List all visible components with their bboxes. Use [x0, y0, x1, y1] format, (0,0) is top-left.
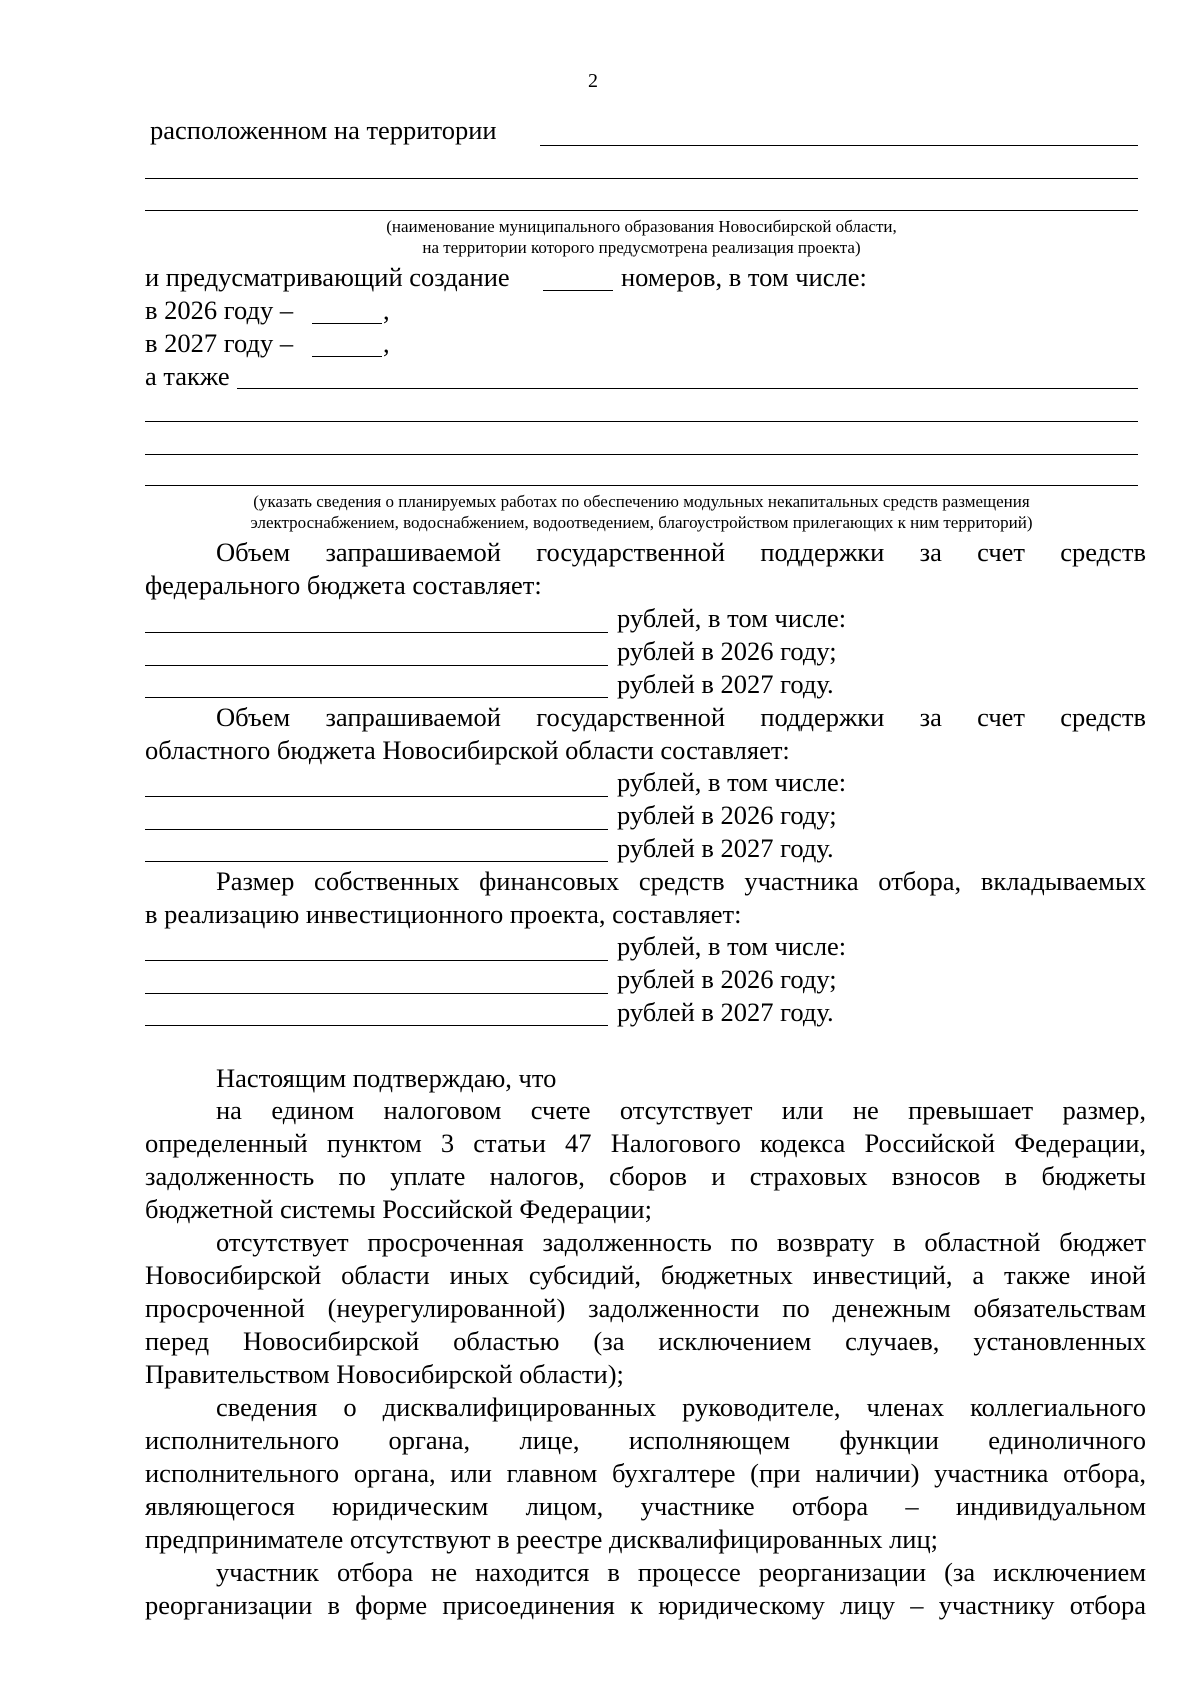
- confirm-p2-line: отсутствует просроченная задолженность по возврату в областной бюджет: [216, 1227, 1146, 1257]
- territory-blank-line-2: [145, 178, 1138, 179]
- confirm-p2-line: перед Новосибирской областью (за исключением случаев, установленных: [145, 1326, 1146, 1356]
- provides-creation-label: и предусматривающий создание: [145, 262, 510, 292]
- federal-rub-including: рублей, в том числе:: [617, 603, 847, 633]
- municipality-caption-1: (наименование муниципального образования Новосибирской области,: [386, 217, 897, 236]
- confirm-p1-line: бюджетной системы Российской Федерации;: [145, 1194, 652, 1224]
- confirm-p1-line: на едином налоговом счете отсутствует или не превышает размер,: [216, 1095, 1146, 1125]
- territory-blank-line-3: [145, 210, 1138, 211]
- confirm-p3-line: являющегося юридическим лицом, участнике отбора – индивидуальном: [145, 1491, 1146, 1521]
- confirm-p4-line: реорганизации в форме присоединения к юридическому лицу – участнику отбора: [145, 1590, 1146, 1620]
- municipality-caption-2: на территории которого предусмотрена реализация проекта): [422, 238, 861, 257]
- rooms-count-blank: [543, 290, 613, 291]
- works-caption-1: (указать сведения о планируемых работах по обеспечению модульных некапитальных средств размещения: [253, 492, 1030, 511]
- own-funds-line2: в реализацию инвестиционного проекта, составляет:: [145, 899, 742, 929]
- own-2027-blank: [145, 1025, 608, 1026]
- confirm-p3-line: сведения о дисквалифицированных руководителе, членах коллегиального: [216, 1392, 1146, 1422]
- year-2027-comma: ,: [383, 328, 390, 358]
- own-amount-blank: [145, 960, 608, 961]
- confirm-p2-line: Новосибирской области иных субсидий, бюджетных инвестиций, а также иной: [145, 1260, 1146, 1290]
- rooms-including-label: номеров, в том числе:: [621, 262, 867, 292]
- page-number: 2: [588, 70, 598, 92]
- confirm-intro: Настоящим подтверждаю, что: [216, 1063, 557, 1093]
- year-2026-comma: ,: [383, 295, 390, 325]
- year-2026-blank: [312, 323, 382, 324]
- federal-amount-blank: [145, 632, 608, 633]
- federal-2026-blank: [145, 665, 608, 666]
- year-2027-blank: [312, 356, 382, 357]
- regional-rub-including: рублей, в том числе:: [617, 767, 847, 797]
- also-blank-line-4: [145, 485, 1138, 486]
- also-blank-line-3: [145, 454, 1138, 455]
- also-blank-line: [237, 388, 1138, 389]
- regional-2027-blank: [145, 861, 608, 862]
- regional-support-line1: Объем запрашиваемой государственной поддержки за счет средств: [216, 702, 1146, 732]
- own-rub-including: рублей, в том числе:: [617, 931, 847, 961]
- also-blank-line-2: [145, 421, 1138, 422]
- regional-support-line2: областного бюджета Новосибирской области составляет:: [145, 735, 790, 765]
- works-caption-2: электроснабжением, водоснабжением, водоотведением, благоустройством прилегающих к ним территорий): [250, 513, 1033, 532]
- federal-rub-2026: рублей в 2026 году;: [617, 636, 837, 666]
- own-funds-line1: Размер собственных финансовых средств участника отбора, вкладываемых: [216, 866, 1146, 896]
- regional-rub-2027: рублей в 2027 году.: [617, 833, 834, 863]
- year-2026-label: в 2026 году –: [145, 295, 294, 325]
- own-2026-blank: [145, 993, 608, 994]
- federal-support-line1: Объем запрашиваемой государственной поддержки за счет средств: [216, 537, 1146, 567]
- own-rub-2027: рублей в 2027 году.: [617, 997, 834, 1027]
- confirm-p1-line: задолженность по уплате налогов, сборов и страховых взносов в бюджеты: [145, 1161, 1146, 1191]
- confirm-p2-line: Правительством Новосибирской области);: [145, 1359, 624, 1389]
- confirm-p3-line: исполнительного органа, или главном бухгалтере (при наличии) участника отбора,: [145, 1458, 1146, 1488]
- confirm-p3-line: исполнительного органа, лице, исполняющем функции единоличного: [145, 1425, 1146, 1455]
- territory-label: расположенном на территории: [150, 115, 497, 145]
- confirm-p4-line: участник отбора не находится в процессе реорганизации (за исключением: [216, 1557, 1146, 1587]
- federal-rub-2027: рублей в 2027 году.: [617, 669, 834, 699]
- own-rub-2026: рублей в 2026 году;: [617, 964, 837, 994]
- regional-amount-blank: [145, 796, 608, 797]
- confirm-p2-line: просроченной (неурегулированной) задолженности по денежным обязательствам: [145, 1293, 1146, 1323]
- confirm-p3-line: предпринимателе отсутствуют в реестре дисквалифицированных лиц;: [145, 1524, 939, 1554]
- territory-blank-line: [540, 145, 1138, 146]
- confirm-p1-line: определенный пунктом 3 статьи 47 Налогового кодекса Российской Федерации,: [145, 1128, 1146, 1158]
- federal-2027-blank: [145, 697, 608, 698]
- year-2027-label: в 2027 году –: [145, 328, 294, 358]
- regional-rub-2026: рублей в 2026 году;: [617, 800, 837, 830]
- also-label: а также: [145, 361, 230, 391]
- federal-support-line2: федерального бюджета составляет:: [145, 570, 542, 600]
- regional-2026-blank: [145, 829, 608, 830]
